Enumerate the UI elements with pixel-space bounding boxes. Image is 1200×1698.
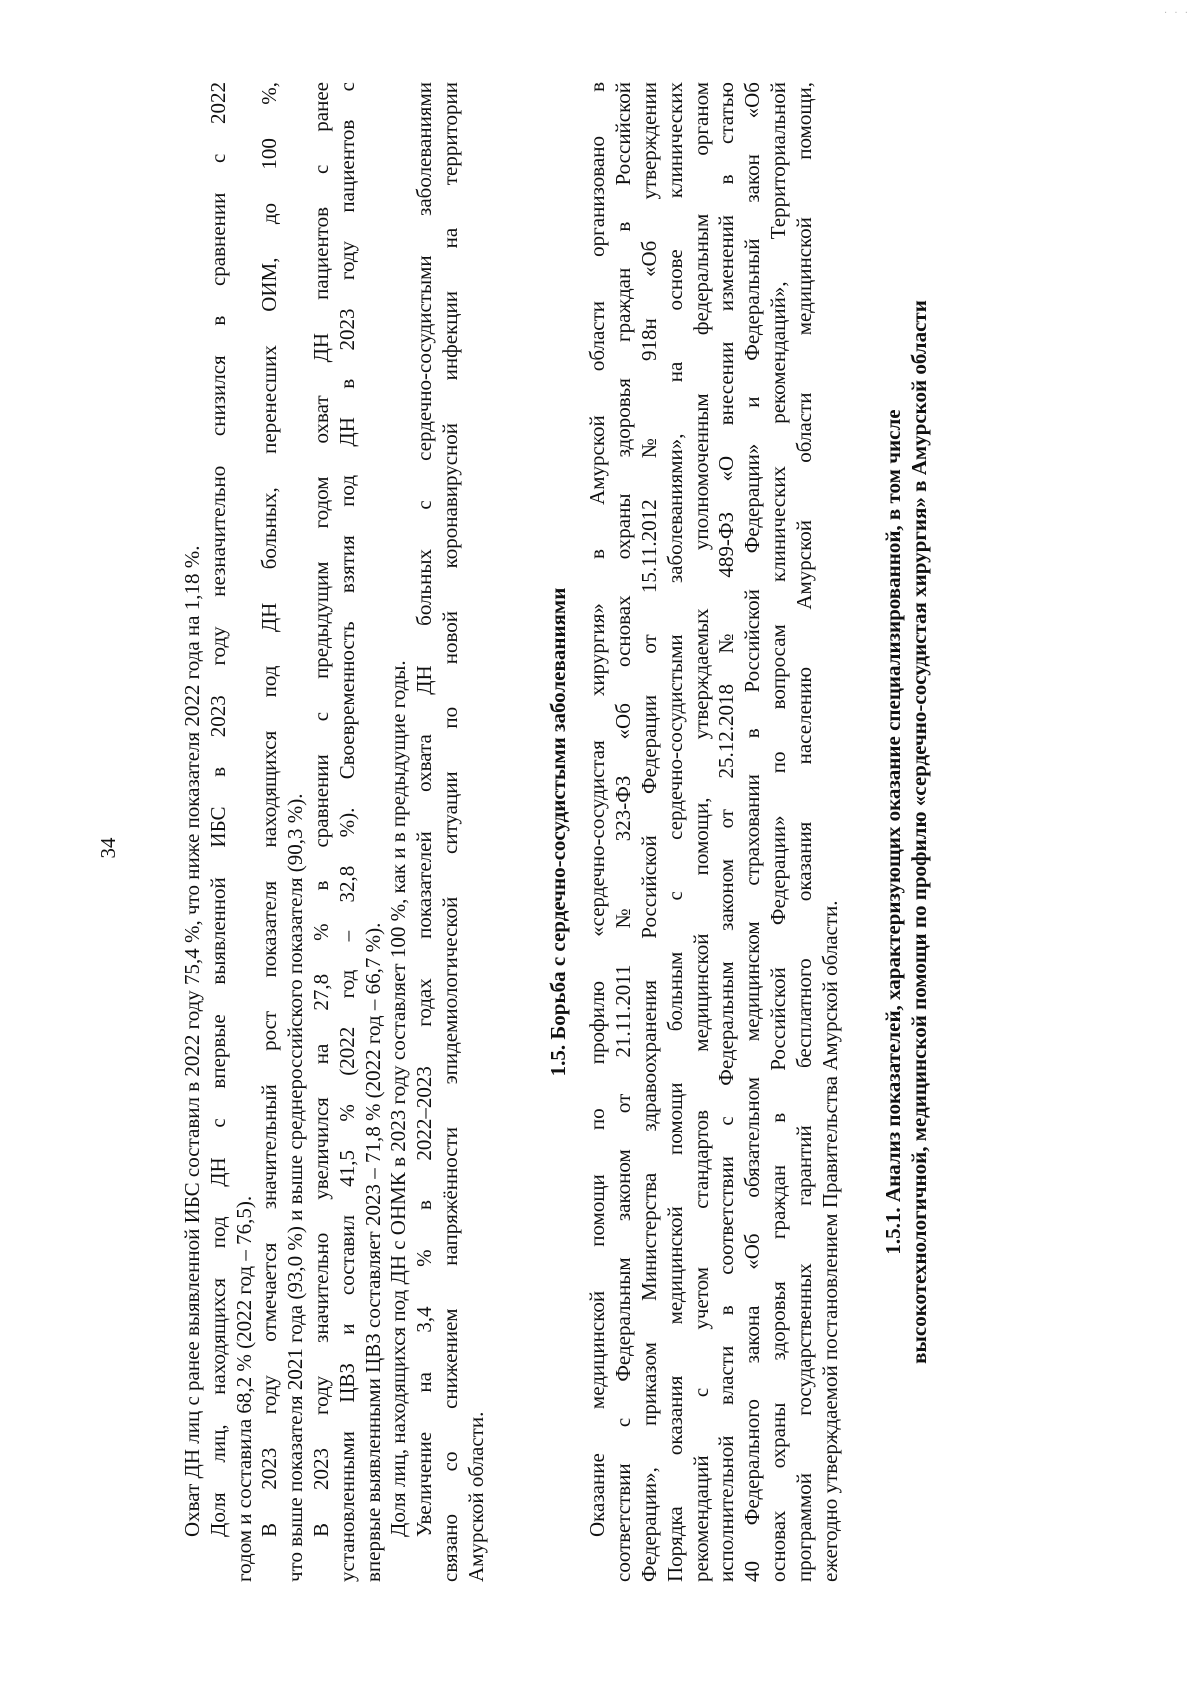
text-line: годом и составила 68,2 % (2022 год – 76,5). [231,1195,256,1582]
text-line: связано со снижением напряжённости эпидемиологической ситуации по новой коронавирусной инфекции на территории [437,82,462,1582]
text-line: В 2023 году отмечается значительный рост показателя находящихся под ДН больных, перенесших ОИМ, до 100 %, [257,82,282,1537]
text-line: Амурской области. [463,1411,488,1582]
section-spacer [490,82,546,1582]
text-line: впервые выявленными ЦВЗ составляет 2023 – 71,8 % (2022 год – 66,7 %). [360,922,385,1582]
subsection-heading-line-2: высокотехнологичной, медицинской помощи по профилю «сердечно-сосудистая хирургия» в Амурской области [907,300,932,1364]
text-line: ежегодно утверждаемой постановлением Правительства Амурской области. [817,900,842,1582]
text-line: Порядка оказания медицинской помощи больным с сердечно-сосудистыми заболеваниями», на основе клинических [662,82,687,1582]
text-line: соответствии с Федеральным законом от 21.11.2011 № 323-ФЗ «Об основах охраны здоровья граждан в Российской [611,82,636,1582]
text-line: 40 Федерального закона «Об обязательном медицинском страховании в Российской Федерации» и Федеральный закон «Об [740,82,765,1582]
text-line: Оказание медицинской помощи по профилю «сердечно-сосудистая хирургия» в Амурской области организовано в [585,82,610,1537]
text-line: рекомендаций с учетом стандартов медицинской помощи, утверждаемых уполномоченным федеральным органом [688,82,713,1582]
subsection-heading-line-1: 1.5.1. Анализ показателей, характеризующих оказание специализированной, в том числе [881,409,906,1255]
subsection-spacer [843,82,881,1582]
text-line: программой государственных гарантий бесплатного оказания населению Амурской области медицинской помощи, [791,82,816,1582]
document-body [180,82,933,1582]
page-number: 34 [96,837,120,859]
text-line: Охват ДН лиц с ранее выявленной ИБС составил в 2022 году 75,4 %, что ниже показателя 2022 года на 1,18 %. [180,545,204,1537]
text-line: Доля лиц, находящихся под ДН с ОНМК в 2023 году составляет 100 %, как и в предыдущие годы. [386,660,411,1537]
text-line: Доля лиц, находящихся под ДН с впервые выявленной ИБС в 2023 году незначительно снизился в сравнении с 2022 [205,82,230,1537]
text-line: основах охраны здоровья граждан в Российской Федерации» по вопросам клинических рекомендаций», Территориальной [765,82,790,1582]
text-line: исполнительной власти в соответствии с Федеральным законом от 25.12.2018 № 489-ФЗ «О внесении изменений в статью [714,82,739,1582]
section-heading: 1.5. Борьба с сердечно-сосудистыми заболеваниями [545,587,570,1077]
paragraph-block-cardiovascular-surgery [585,82,843,1582]
paragraph-block-dispensary-coverage [180,82,490,1582]
text-line: что выше показателя 2021 года (93,0 %) и выше среднероссийского показателя (90,3 %). [283,793,308,1582]
text-line: Федерации», приказом Министерства здравоохранения Российской Федерации от 15.11.2012 № 918н «Об утверждении [636,82,661,1582]
scan-mark: · · · [1164,8,1190,19]
heading-spacer [571,82,585,1582]
text-line: В 2023 году значительно увеличился на 27,8 % в сравнении с предыдущим годом охват ДН пациентов с ранее [308,82,333,1537]
text-line: Увеличение на 3,4 % в 2022–2023 годах показателей охвата ДН больных с сердечно-сосудистыми заболеваниями [412,82,437,1537]
text-line: установленными ЦВЗ и составил 41,5 % (2022 год – 32,8 %). Своевременность взятия под ДН в 2023 году пациентов с [334,82,359,1582]
